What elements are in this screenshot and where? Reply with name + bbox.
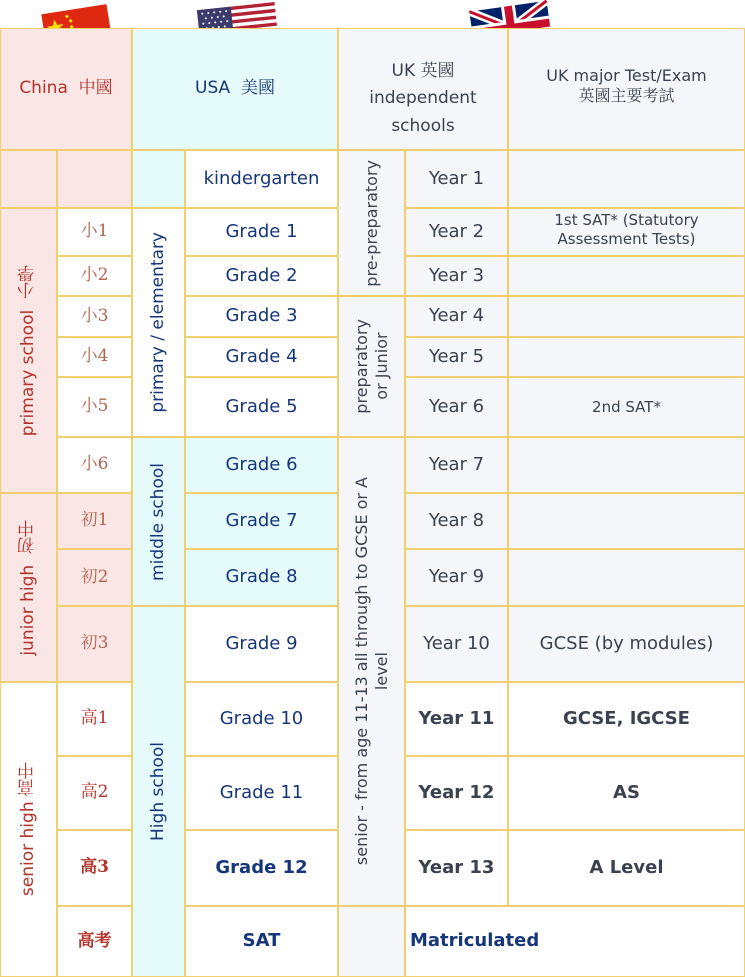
china-grade-p4: 小4 xyxy=(57,337,132,377)
china-group-primary-label: primary school 小學 xyxy=(17,264,38,437)
uk-year-13: Year 13 xyxy=(405,830,508,906)
china-grade-j2: 初2 xyxy=(57,549,132,606)
uk-test-empty-4 xyxy=(508,337,745,377)
usa-grade-8: Grade 8 xyxy=(185,549,338,606)
uk-year-9: Year 9 xyxy=(405,549,508,606)
china-grade-j1: 初1 xyxy=(57,493,132,549)
usa-grade-4: Grade 4 xyxy=(185,337,338,377)
header-uk-tests xyxy=(508,28,745,150)
uk-test-gcse: GCSE, IGCSE xyxy=(508,682,745,756)
china-grade-s3: 高3 xyxy=(57,830,132,906)
usa-grade-10: Grade 10 xyxy=(185,682,338,756)
uk-test-as: AS xyxy=(508,756,745,830)
china-grade-p1: 小1 xyxy=(57,208,132,256)
uk-group-prep-label: preparatory or Junior xyxy=(351,319,391,414)
china-grade-j3: 初3 xyxy=(57,606,132,682)
china-group-primary xyxy=(0,208,57,493)
usa-group-elementary xyxy=(132,208,185,437)
china-grade-p6: 小6 xyxy=(57,437,132,493)
uk-group-pre-prep xyxy=(338,150,405,296)
china-grade-s1: 高1 xyxy=(57,682,132,756)
usa-grade-3: Grade 3 xyxy=(185,296,338,337)
usa-grade-2: Grade 2 xyxy=(185,256,338,296)
uk-year-10: Year 10 xyxy=(405,606,508,682)
china-grade-p3: 小3 xyxy=(57,296,132,337)
usa-group-high-label: High school xyxy=(147,742,168,841)
uk-group-senior xyxy=(338,437,405,906)
usa-grade-11: Grade 11 xyxy=(185,756,338,830)
usa-group-high xyxy=(132,606,185,977)
uk-test-empty-7 xyxy=(508,549,745,606)
china-grade-p5: 小5 xyxy=(57,377,132,437)
header-uk-tests-label: UK major Test/Exam 英國主要考試 xyxy=(546,66,707,105)
uk-year-8: Year 8 xyxy=(405,493,508,549)
china-grade-p2: 小2 xyxy=(57,256,132,296)
china-group-junior-label: junior high 初中 xyxy=(17,519,38,656)
china-grade-empty xyxy=(57,150,132,208)
china-grade-gaokao: 高考 xyxy=(57,906,132,977)
usa-grade-9: Grade 9 xyxy=(185,606,338,682)
header-usa xyxy=(132,28,338,150)
uk-matriculated: Matriculated xyxy=(405,906,745,977)
uk-year-3: Year 3 xyxy=(405,256,508,296)
header-china-label: China 中國 xyxy=(19,78,113,99)
usa-group-elementary-label: primary / elementary xyxy=(147,232,168,413)
usa-grade-12: Grade 12 xyxy=(185,830,338,906)
china-group-senior xyxy=(0,682,57,977)
uk-year-1: Year 1 xyxy=(405,150,508,208)
usa-grade-7: Grade 7 xyxy=(185,493,338,549)
usa-group-middle-label: middle school xyxy=(147,462,168,581)
uk-test-sat2: 2nd SAT* xyxy=(508,377,745,437)
uk-year-11: Year 11 xyxy=(405,682,508,756)
usa-group-empty xyxy=(132,150,185,208)
uk-test-empty-6 xyxy=(508,493,745,549)
header-uk-independent xyxy=(338,28,508,150)
header-china xyxy=(0,28,132,150)
uk-group-pre-prep-label: pre-preparatory xyxy=(361,159,381,287)
uk-group-prep xyxy=(338,296,405,437)
uk-group-empty xyxy=(338,906,405,977)
china-group-junior xyxy=(0,493,57,682)
china-group-empty xyxy=(0,150,57,208)
usa-group-middle xyxy=(132,437,185,606)
uk-test-sat1: 1st SAT* (Statutory Assessment Tests) xyxy=(508,208,745,256)
uk-test-empty-5 xyxy=(508,437,745,493)
uk-group-senior-label: senior - from age 11-13 all through to GCSE or A level xyxy=(351,477,391,866)
uk-year-7: Year 7 xyxy=(405,437,508,493)
uk-test-empty-3 xyxy=(508,296,745,337)
usa-sat: SAT xyxy=(185,906,338,977)
uk-test-alevel: A Level xyxy=(508,830,745,906)
usa-grade-6: Grade 6 xyxy=(185,437,338,493)
header-usa-label: USA 美國 xyxy=(195,78,275,99)
usa-grade-5: Grade 5 xyxy=(185,377,338,437)
uk-test-gcse-modules: GCSE (by modules) xyxy=(508,606,745,682)
china-grade-s2: 高2 xyxy=(57,756,132,830)
uk-year-6: Year 6 xyxy=(405,377,508,437)
uk-year-2: Year 2 xyxy=(405,208,508,256)
uk-test-empty-2 xyxy=(508,256,745,296)
uk-year-4: Year 4 xyxy=(405,296,508,337)
uk-test-empty-1 xyxy=(508,150,745,208)
header-uk-independent-label: UK 英國 independent schools xyxy=(369,61,477,136)
china-group-senior-label: senior high 高中 xyxy=(17,762,38,897)
usa-grade-1: Grade 1 xyxy=(185,208,338,256)
uk-year-12: Year 12 xyxy=(405,756,508,830)
usa-grade-k: kindergarten xyxy=(185,150,338,208)
uk-year-5: Year 5 xyxy=(405,337,508,377)
